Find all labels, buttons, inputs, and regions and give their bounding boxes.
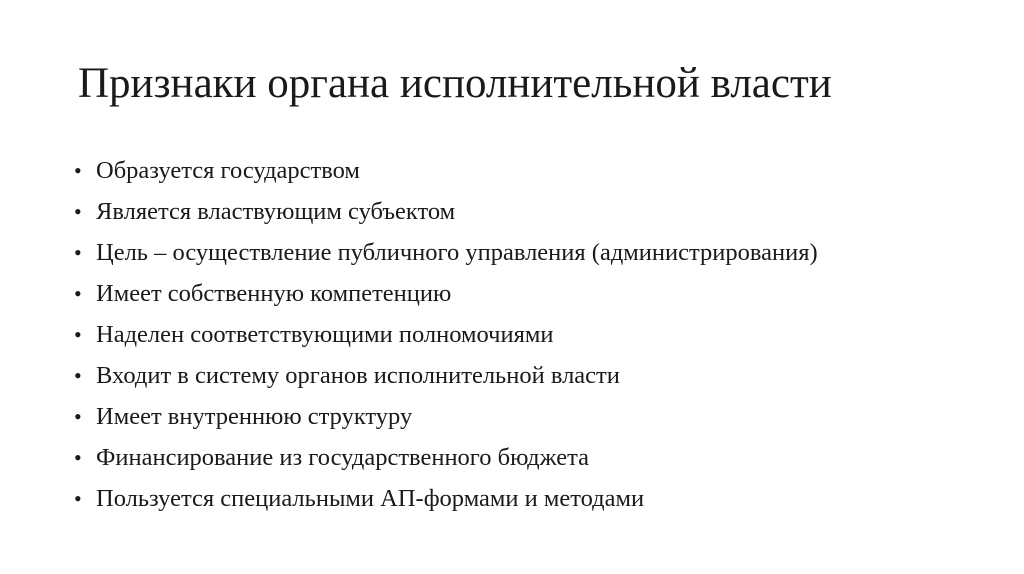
list-item-text: Наделен соответствующими полномочиями [96,321,554,348]
bullet-icon: • [74,281,82,306]
slide-title: Признаки органа исполнительной власти [78,60,832,107]
list-item-text: Имеет собственную компетенцию [96,280,452,307]
bullet-icon: • [74,486,82,511]
bullet-icon: • [74,158,82,183]
bullet-icon: • [74,445,82,470]
bullet-icon: • [74,199,82,224]
bullet-icon: • [74,363,82,388]
list-item [74,437,818,478]
list-item-text: Цель – осуществление публичного управления (администрирования) [96,239,818,266]
bullet-icon: • [74,404,82,429]
list-item [74,355,818,396]
list-item-text: Финансирование из государственного бюджета [96,444,589,471]
list-item-text: Образуется государством [96,157,360,184]
list-item [74,396,818,437]
bullet-icon: • [74,240,82,265]
list-item [74,314,818,355]
list-item [74,232,818,273]
list-item-text: Является властвующим субъектом [96,198,456,225]
list-item-text: Пользуется специальными АП-формами и методами [96,485,645,512]
list-item-text: Входит в систему органов исполнительной власти [96,362,620,389]
list-item [74,273,818,314]
list-item [74,478,818,519]
bullet-list [74,150,818,519]
bullet-icon: • [74,322,82,347]
list-item [74,191,818,232]
list-item-text: Имеет внутреннюю структуру [96,403,413,430]
list-item [74,150,818,191]
